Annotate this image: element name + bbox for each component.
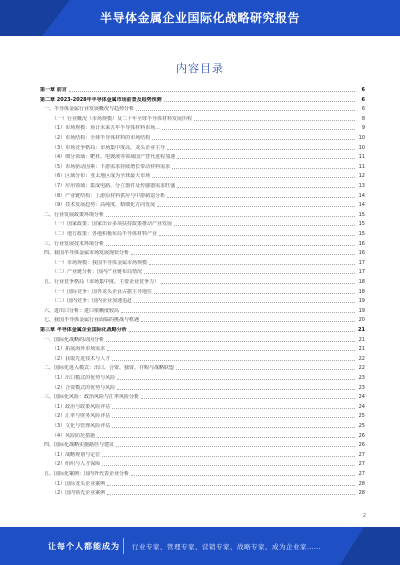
toc-entry[interactable] <box>40 85 365 93</box>
toc-entry-label: 三、国际化风险：政治风险与汇率风险分析 <box>44 394 140 401</box>
toc-entry[interactable] <box>40 440 365 448</box>
toc-entry[interactable] <box>40 219 365 227</box>
toc-entry[interactable] <box>40 104 365 112</box>
toc-entry[interactable] <box>40 248 365 256</box>
toc-entry-page: 10 <box>358 144 365 151</box>
toc-entry-label: （2）国内领先企业案例 <box>52 490 106 497</box>
toc-entry[interactable] <box>40 287 365 295</box>
toc-entry-label: （2）汇率与财务风险评估 <box>52 413 111 420</box>
toc-entry-label: 二、国际化进入模式：出口、合资、独资、并购与战略联盟 <box>44 365 175 372</box>
toc-entry-label: （一）市场规模：我国半导体金属市场规模 <box>52 259 148 266</box>
toc-entry-page: 25 <box>358 413 365 420</box>
toc-entry[interactable] <box>40 143 365 151</box>
toc-entry-page: 6 <box>361 96 365 103</box>
toc-entry-page: 6 <box>361 87 365 93</box>
toc-leader-dots <box>121 311 355 313</box>
toc-entry[interactable] <box>40 229 365 237</box>
toc-leader-dots <box>174 224 355 226</box>
toc-entry[interactable] <box>40 210 365 218</box>
toc-entry-page: 11 <box>358 163 365 170</box>
toc-entry[interactable] <box>40 421 365 429</box>
toc-entry-page: 11 <box>358 154 365 161</box>
toc-leader-dots <box>141 320 355 322</box>
toc-entry[interactable] <box>40 191 365 199</box>
toc-leader-dots <box>167 196 355 198</box>
toc-entry[interactable] <box>40 431 365 439</box>
toc-entry-label: （二）产业链分析：国内产业链布局情况 <box>52 269 143 276</box>
toc-entry-page: 15 <box>358 221 365 228</box>
toc-leader-dots <box>134 301 355 303</box>
toc-leader-dots <box>152 138 355 140</box>
toc-leader-dots <box>152 176 355 178</box>
toc-leader-dots <box>131 474 355 476</box>
toc-entry-page: 22 <box>358 365 365 372</box>
toc-entry-label: （1）国际龙头企业案例 <box>52 480 106 487</box>
toc-entry-page: 24 <box>358 403 365 410</box>
toc-entry-label: 第三章 半导体金属企业国际化战略分析 <box>40 327 127 333</box>
toc-entry[interactable] <box>40 171 365 179</box>
toc-entry-label: （二）国内竞争：国内企业加速追赶 <box>52 298 133 305</box>
report-title: 半导体金属企业国际化战略研究报告 <box>99 11 300 25</box>
toc-leader-dots <box>172 167 355 169</box>
toc-entry-page: 21 <box>358 336 365 343</box>
toc-entry-page: 8 <box>361 115 365 122</box>
toc-entry-page: 28 <box>358 480 365 487</box>
toc-entry-label: （5）市场驱动因素：下游需求持续增长带动材料需求 <box>52 163 171 170</box>
toc-entry-page: 13 <box>358 183 365 189</box>
toc-leader-dots <box>106 215 355 217</box>
toc-entry[interactable] <box>40 325 365 333</box>
toc-entry-page: 14 <box>358 202 365 209</box>
toc-entry-page: 26 <box>358 442 365 449</box>
toc-entry-label: （1）市场规模：预计未来五年半导体材料市场... <box>52 125 160 132</box>
toc-entry-label: 七、我国半导体金属行业面临的挑战与机遇 <box>44 317 140 324</box>
toc-entry-page: 21 <box>358 327 365 333</box>
toc-leader-dots <box>97 436 355 438</box>
toc-entry[interactable] <box>40 450 365 458</box>
toc-entry-label: 五、国际化案例：国内外代表企业分析 <box>44 471 130 477</box>
toc-entry[interactable] <box>40 258 365 266</box>
toc-entry[interactable] <box>40 95 365 103</box>
toc-entry-page: 14 <box>358 192 365 199</box>
toc-entry-label: 三、行业发展技术环境分析 <box>44 240 105 247</box>
toc-leader-dots <box>141 397 355 399</box>
toc-entry[interactable] <box>40 239 365 247</box>
toc-entry[interactable] <box>40 488 365 496</box>
toc-entry-label: （4）风险防范措施 <box>52 432 96 439</box>
toc-entry-label: 四、我国半导体金属市场发展现状分析 <box>44 250 130 257</box>
toc-entry[interactable] <box>40 344 365 352</box>
toc-entry-page: 19 <box>358 298 365 305</box>
toc-entry[interactable] <box>40 335 365 343</box>
toc-entry-label: （2）市场结构：全球半导体材料的市场结构 <box>52 135 151 141</box>
toc-entry-label: （6）区域分布：亚太地区成为全球最大市场 <box>52 173 151 180</box>
toc-entry-label: （2）合资模式的优势与风险 <box>52 384 116 391</box>
toc-entry-label: 二、行业发展政策环境分析 <box>44 211 105 218</box>
toc-entry-label: （9）技术发展趋势：高纯度、精细化方向发展 <box>52 202 156 209</box>
toc-leader-dots <box>116 445 355 447</box>
toc-entry[interactable] <box>40 411 365 419</box>
toc-entry-label: （一）国家政策：国家出台多项扶持政策推动产业发展 <box>52 221 173 228</box>
toc-entry-page: 15 <box>358 231 365 237</box>
footer-bar <box>0 527 400 565</box>
toc-entry-page: 10 <box>358 135 365 141</box>
toc-entry-page: 23 <box>358 375 365 381</box>
toc-entry[interactable] <box>40 114 365 122</box>
toc-entry[interactable] <box>40 479 365 487</box>
toc-entry[interactable] <box>40 267 365 275</box>
toc-entry-page: 27 <box>358 471 365 477</box>
toc-entry-label: 一、国际化战略的动因分析 <box>44 336 105 343</box>
toc-entry[interactable] <box>40 200 365 208</box>
toc-leader-dots <box>167 148 355 150</box>
toc-entry-page: 21 <box>358 346 365 353</box>
toc-entry[interactable] <box>40 354 365 362</box>
toc-leader-dots <box>107 484 355 486</box>
toc-entry[interactable] <box>40 315 365 323</box>
report-header-bar <box>0 0 400 36</box>
toc-heading: 内容目录 <box>176 62 224 75</box>
table-of-contents <box>40 85 365 510</box>
toc-leader-dots <box>177 157 355 159</box>
toc-leader-dots <box>136 109 355 111</box>
footer-accent-shape <box>340 527 400 565</box>
toc-entry[interactable] <box>40 392 365 400</box>
toc-leader-dots <box>112 426 355 428</box>
toc-leader-dots <box>112 407 355 409</box>
toc-entry-label: （8）产业链结构：上游原材料供应与中游制造分析 <box>52 192 166 199</box>
toc-leader-dots <box>117 388 355 390</box>
toc-leader-dots <box>149 263 355 265</box>
toc-entry-page: 20 <box>358 317 365 324</box>
toc-entry-page: 16 <box>358 240 365 247</box>
toc-entry-page: 17 <box>358 259 365 266</box>
toc-entry-page: 26 <box>358 432 365 439</box>
toc-leader-dots <box>117 378 355 380</box>
toc-leader-dots <box>176 368 355 370</box>
toc-leader-dots <box>177 186 355 188</box>
toc-entry[interactable] <box>40 402 365 410</box>
toc-entry-page: 24 <box>358 394 365 401</box>
toc-leader-dots <box>106 340 355 342</box>
toc-entry-label: （一）行业概况（市场规模）及二十年全球半导体材料发展历程 <box>52 115 193 122</box>
toc-leader-dots <box>112 359 355 361</box>
footer-divider <box>123 538 124 554</box>
toc-entry-page: 6 <box>361 106 365 113</box>
toc-entry-label: （4）细分领域：靶材、电镀液等领域国产替代进程加速 <box>52 154 176 161</box>
toc-leader-dots <box>162 128 355 130</box>
toc-leader-dots <box>107 349 355 351</box>
toc-leader-dots <box>131 253 355 255</box>
toc-entry-page: 22 <box>358 355 365 362</box>
toc-entry-label: （1）拓展海外市场需求 <box>52 346 106 353</box>
toc-entry[interactable] <box>40 459 365 467</box>
toc-entry[interactable] <box>40 162 365 170</box>
toc-leader-dots <box>157 205 355 207</box>
toc-entry-label: 第一章 前言 <box>40 87 67 93</box>
toc-leader-dots <box>112 416 355 418</box>
toc-entry-page: 18 <box>358 288 365 295</box>
toc-entry[interactable] <box>40 383 365 391</box>
toc-entry-label: （一）国际竞争：国外龙头企业占据主导地位 <box>52 288 153 295</box>
toc-entry-label: 第二章 2023-2028年半导体金属市场前景及趋势预测 <box>40 96 162 103</box>
toc-entry[interactable] <box>40 181 365 189</box>
toc-entry-label: （1）战略规划与定位 <box>52 451 101 458</box>
toc-entry[interactable] <box>40 133 365 141</box>
toc-leader-dots <box>144 272 355 274</box>
toc-entry-page: 9 <box>361 125 365 132</box>
footer-tagline: 行业专家、管理专家、营销专家、战略专家、成为企业家…… <box>132 543 321 551</box>
toc-entry-page: 19 <box>358 307 365 314</box>
toc-entry-label: （7）应用领域：集成电路、分立器件及传感器需求旺盛 <box>52 183 176 189</box>
toc-leader-dots <box>106 244 355 246</box>
toc-entry-page: 17 <box>358 269 365 276</box>
toc-entry-page: 12 <box>358 173 365 180</box>
toc-entry-label: （1）出口模式的优势与风险 <box>52 375 116 381</box>
toc-entry-label: （1）政治与政策风险评估 <box>52 403 111 410</box>
page-number: 2 <box>362 513 366 519</box>
toc-entry-label: （3）市场竞争格局：市场集中度高，龙头企业主导 <box>52 144 166 151</box>
toc-entry-label: 四、国际化战略实施路径与建议 <box>44 442 115 449</box>
toc-entry-label: 一、半导体金属行业发展概况与趋势分析 <box>44 106 135 113</box>
toc-entry-page: 28 <box>358 490 365 497</box>
toc-entry-label: （二）地方政策：各地积极布局半导体材料产业 <box>52 231 158 237</box>
toc-leader-dots <box>161 282 355 284</box>
toc-entry-page: 25 <box>358 423 365 429</box>
toc-entry[interactable] <box>40 373 365 381</box>
toc-entry-page: 27 <box>358 461 365 468</box>
toc-entry-label: 五、行业竞争格局（市场集中度、主要企业竞争力） <box>44 279 160 285</box>
toc-entry[interactable] <box>40 306 365 314</box>
toc-entry[interactable] <box>40 277 365 285</box>
toc-entry[interactable] <box>40 363 365 371</box>
toc-entry-page: 18 <box>358 279 365 285</box>
toc-entry-page: 27 <box>358 451 365 458</box>
toc-leader-dots <box>69 90 355 92</box>
toc-leader-dots <box>164 100 355 102</box>
toc-entry[interactable] <box>40 152 365 160</box>
footer-slogan: 让每个人都能成为 <box>48 542 120 551</box>
toc-leader-dots <box>129 330 355 332</box>
toc-entry-label: （2）获取先进技术与人才 <box>52 355 111 362</box>
toc-leader-dots <box>154 292 355 294</box>
toc-leader-dots <box>194 119 355 121</box>
toc-entry[interactable] <box>40 469 365 477</box>
toc-entry-label: （2）组织与人才保障 <box>52 461 101 468</box>
toc-entry[interactable] <box>40 123 365 131</box>
toc-leader-dots <box>159 234 355 236</box>
toc-leader-dots <box>102 464 355 466</box>
toc-leader-dots <box>102 455 355 457</box>
toc-entry-page: 15 <box>358 211 365 218</box>
toc-entry[interactable] <box>40 296 365 304</box>
toc-entry-page: 16 <box>358 250 365 257</box>
toc-entry-page: 23 <box>358 384 365 391</box>
toc-entry-label: （3）文化与管理风险评估 <box>52 423 111 429</box>
toc-entry-label: 六、进出口分析：进口依赖度较高 <box>44 307 120 314</box>
toc-leader-dots <box>107 493 355 495</box>
